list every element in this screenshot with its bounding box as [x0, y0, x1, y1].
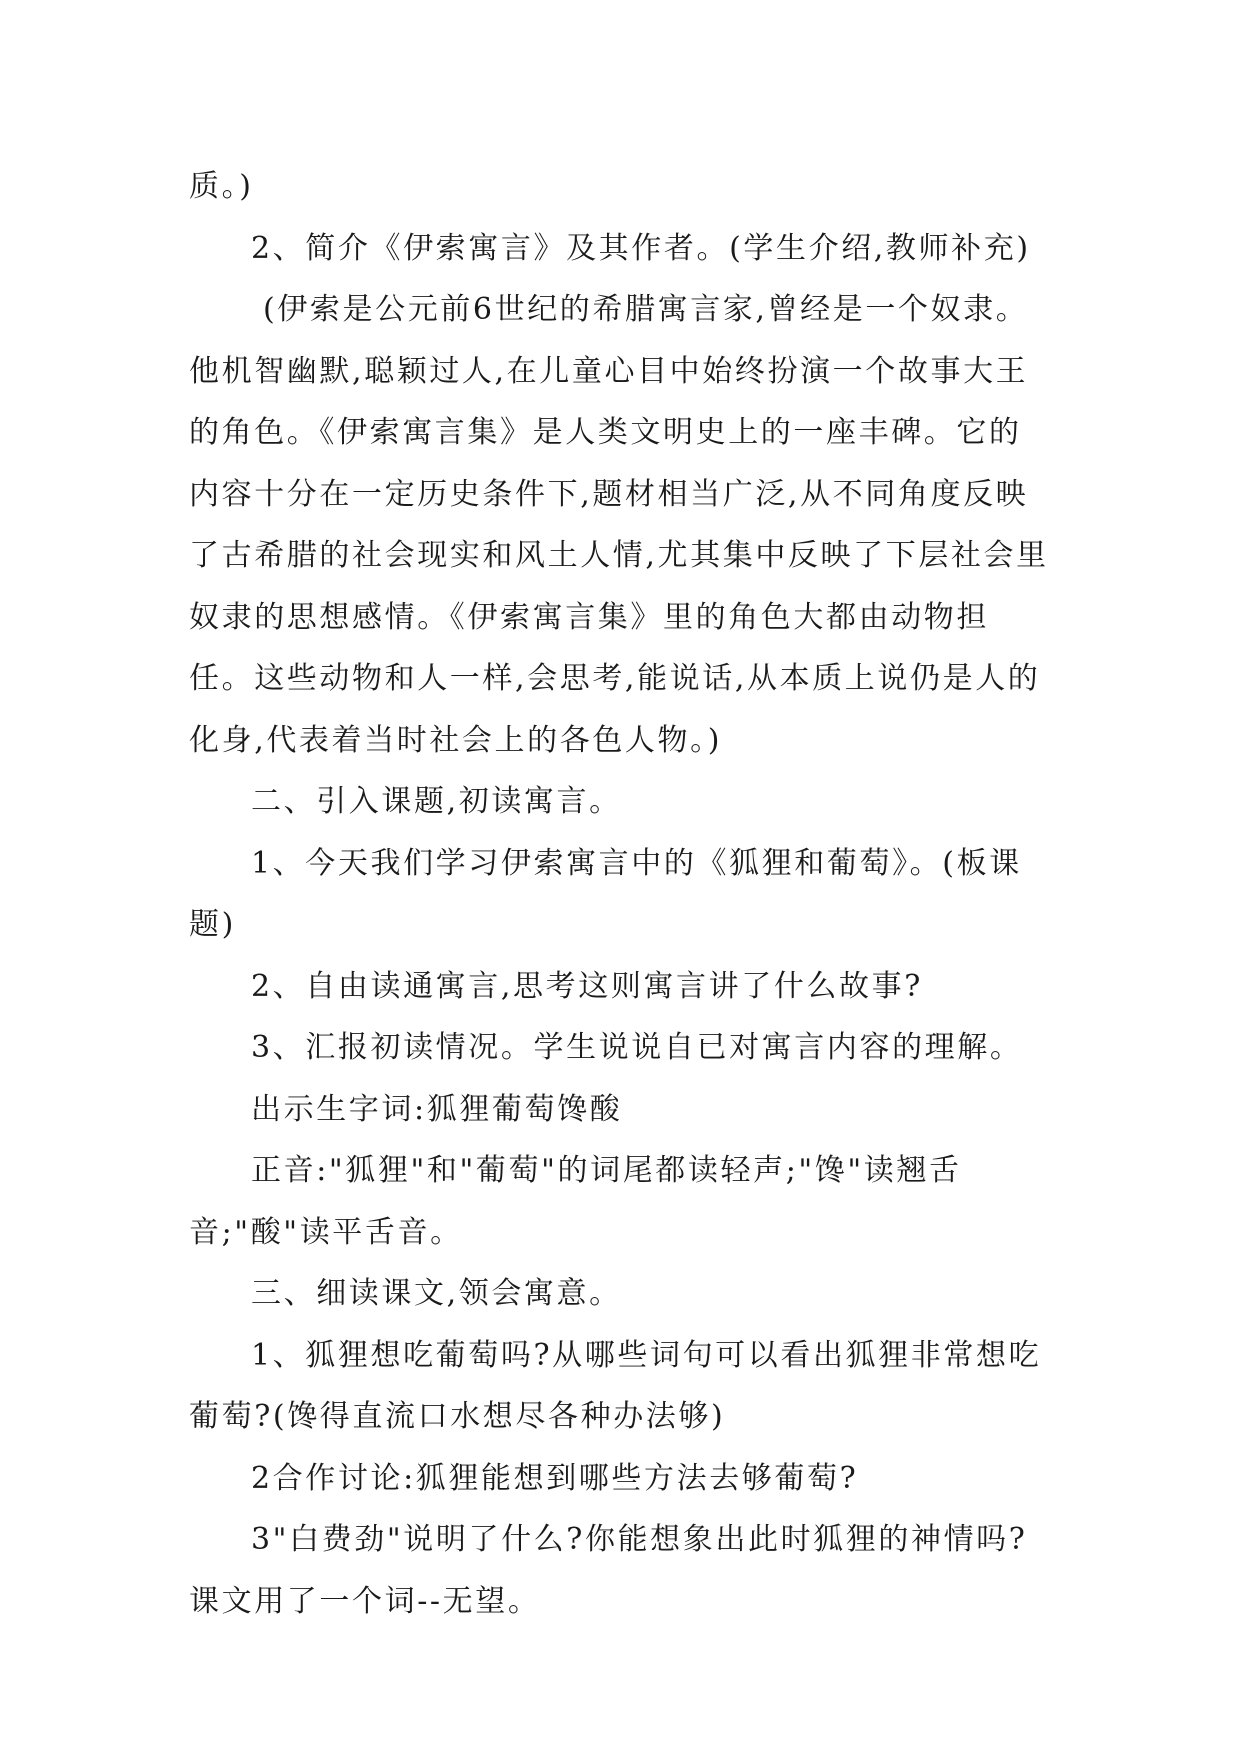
paragraph-aesop-intro: (伊索是公元前6世纪的希腊寓言家,曾经是一个奴隶。他机智幽默,聪颖过人,在儿童心目中始终扮演一个故事大王的角色。《伊索寓言集》是人类文明史上的一座丰碑。它的内容十分在一定历史条件下,题材相当广泛,从不同角度反映了古希腊的社会现实和风土人情,尤其集中反映了下层社会里奴隶的思想感情。《伊索寓言集》里的角色大都由动物担任。这些动物和人一样,会思考,能说话,从本质上说仍是人的化身,代表着当时社会上的各色人物。): [189, 292, 1049, 758]
section-heading-2: 二、引入课题,初读寓言。: [251, 784, 622, 819]
paragraph-question-1: 1、狐狸想吃葡萄吗?从哪些词句可以看出狐狸非常想吃葡萄?(馋得直流口水想尽各种办法够): [189, 1337, 1042, 1434]
paragraph-item-1: 1、今天我们学习伊索寓言中的《狐狸和葡萄》。(板课题): [189, 845, 1022, 942]
paragraph-question-2: 2合作讨论:狐狸能想到哪些方法去够葡萄?: [251, 1460, 859, 1496]
section-heading-3: 三、细读课文,领会寓意。: [251, 1276, 622, 1311]
paragraph-item-2: 2、简介《伊索寓言》及其作者。(学生介绍,教师补充): [251, 230, 1031, 266]
paragraph-item-2b: 2、自由读通寓言,思考这则寓言讲了什么故事?: [251, 968, 923, 1004]
paragraph-item-3: 3、汇报初读情况。学生说说自已对寓言内容的理解。: [251, 1030, 1023, 1065]
paragraph-question-3: 3"白费劲"说明了什么?你能想象出此时狐狸的神情吗?课文用了一个词--无望。: [189, 1522, 1028, 1619]
document-body: [189, 156, 1049, 1632]
paragraph-vocab: 出示生字词:狐狸葡萄馋酸: [251, 1091, 623, 1127]
paragraph-pronunciation: 正音:"狐狸"和"葡萄"的词尾都读轻声;"馋"读翘舌音;"酸"读平舌音。: [189, 1153, 962, 1250]
paragraph-continuation: 质。): [189, 169, 254, 204]
